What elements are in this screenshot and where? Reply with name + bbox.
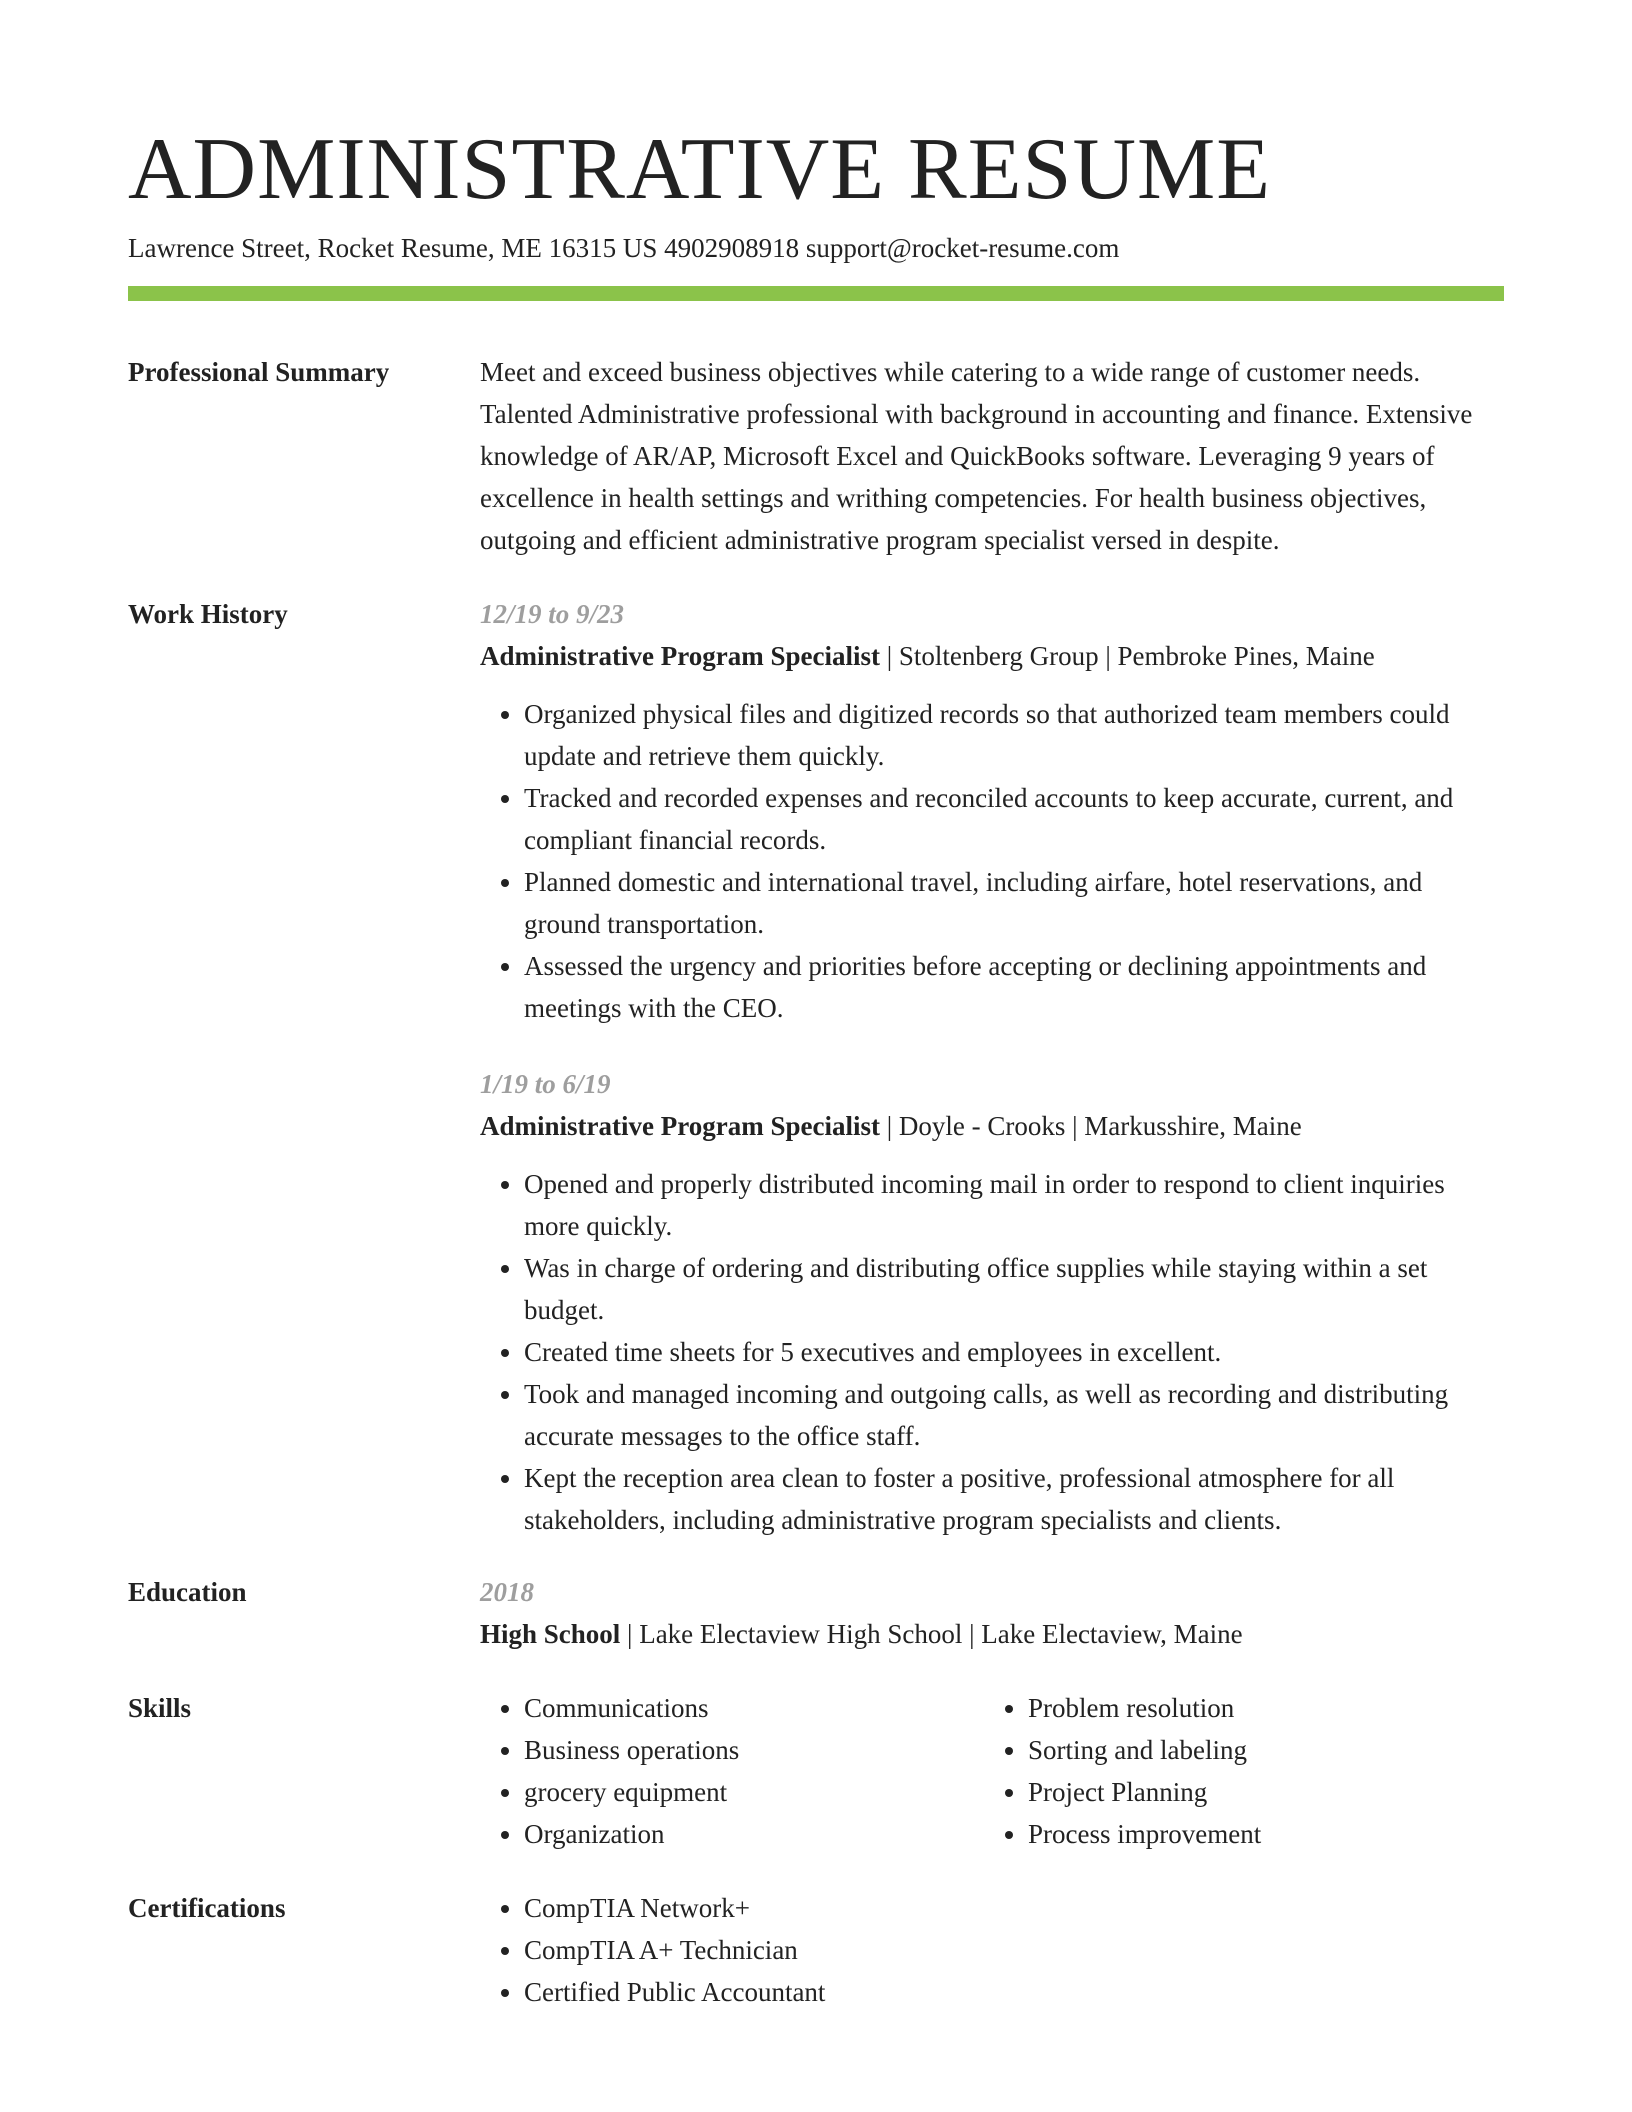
skills-body xyxy=(480,1687,1504,1855)
job-title: Administrative Program Specialist xyxy=(480,641,880,671)
resume-page xyxy=(128,120,1504,2013)
skill-item: • Organization xyxy=(524,1813,984,1855)
education-details: | Lake Electaview High School | Lake Electaview, Maine xyxy=(620,1619,1243,1649)
education-section xyxy=(128,1571,1504,1655)
job-dates: 1/19 to 6/19 xyxy=(480,1069,611,1099)
education-degree: High School xyxy=(480,1619,621,1649)
list-item: • Organized physical files and digitized records so that authorized team members could update and retrieve them quickly. xyxy=(524,693,1504,777)
list-item: • Took and managed incoming and outgoing calls, as well as recording and distributing accurate messages to the office staff. xyxy=(524,1373,1504,1457)
job-title: Administrative Program Specialist xyxy=(480,1111,880,1141)
list-item: • Was in charge of ordering and distributing office supplies while staying within a set budget. xyxy=(524,1247,1504,1331)
certifications-list xyxy=(480,1887,1504,2013)
summary-text: Meet and exceed business objectives while catering to a wide range of customer needs. Talented Administrative professional with background in accounting and finance. Extensive knowledge of AR/AP, Microsoft Excel and QuickBooks software. Leveraging 9 years of excellence in health settings and writhing competencies. For health business objectives, outgoing and efficient administrative program specialist versed in despite. xyxy=(480,357,1473,555)
section-label-certifications: Certifications xyxy=(128,1893,286,1923)
section-label-education: Education xyxy=(128,1577,247,1607)
skills-list-left xyxy=(480,1687,984,1855)
list-item: • Created time sheets for 5 executives and employees in excellent. xyxy=(524,1331,1504,1373)
certification-item: • CompTIA Network+ xyxy=(524,1887,1504,1929)
education-heading xyxy=(480,1613,1504,1655)
section-label-skills: Skills xyxy=(128,1693,192,1723)
job-bullets xyxy=(480,693,1504,1029)
certification-item: • Certified Public Accountant xyxy=(524,1971,1504,2013)
job-bullets xyxy=(480,1163,1504,1541)
section-label-summary: Professional Summary xyxy=(128,357,390,387)
work-history-body xyxy=(480,593,1504,1541)
certifications-section xyxy=(128,1887,1504,2013)
job-heading xyxy=(480,1105,1504,1147)
resume-title: ADMINISTRATIVE RESUME xyxy=(128,121,1271,218)
list-item: • Kept the reception area clean to foster a positive, professional atmosphere for all stakeholders, including administrative program specialists and clients. xyxy=(524,1457,1504,1541)
list-item: • Opened and properly distributed incoming mail in order to respond to client inquiries more quickly. xyxy=(524,1163,1504,1247)
certification-item: • CompTIA A+ Technician xyxy=(524,1929,1504,1971)
skill-item: • Process improvement xyxy=(1028,1813,1504,1855)
job-entry xyxy=(480,1063,1504,1541)
skill-item: • Communications xyxy=(524,1687,984,1729)
skill-item: • Sorting and labeling xyxy=(1028,1729,1504,1771)
job-details: | Stoltenberg Group | Pembroke Pines, Maine xyxy=(879,641,1375,671)
job-dates: 12/19 to 9/23 xyxy=(480,599,625,629)
list-item: • Planned domestic and international travel, including airfare, hotel reservations, and ground transportation. xyxy=(524,861,1504,945)
work-history-section xyxy=(128,593,1504,1541)
summary-section xyxy=(128,351,1504,561)
contact-line: Lawrence Street, Rocket Resume, ME 16315 US 4902908918 support@rocket-resume.com xyxy=(128,233,1120,263)
list-item: • Tracked and recorded expenses and reconciled accounts to keep accurate, current, and compliant financial records. xyxy=(524,777,1504,861)
job-entry xyxy=(480,593,1504,1029)
list-item: • Assessed the urgency and priorities before accepting or declining appointments and meetings with the CEO. xyxy=(524,945,1504,1029)
skill-item: • Business operations xyxy=(524,1729,984,1771)
header-divider xyxy=(128,286,1504,301)
skill-item: • grocery equipment xyxy=(524,1771,984,1813)
education-body xyxy=(480,1571,1504,1655)
section-label-work: Work History xyxy=(128,599,288,629)
job-heading xyxy=(480,635,1504,677)
skill-item: • Project Planning xyxy=(1028,1771,1504,1813)
job-details: | Doyle - Crooks | Markusshire, Maine xyxy=(879,1111,1302,1141)
skill-item: • Problem resolution xyxy=(1028,1687,1504,1729)
education-year: 2018 xyxy=(480,1577,534,1607)
skills-section xyxy=(128,1687,1504,1855)
certifications-body xyxy=(480,1887,1504,2013)
skills-list-right xyxy=(984,1687,1504,1855)
